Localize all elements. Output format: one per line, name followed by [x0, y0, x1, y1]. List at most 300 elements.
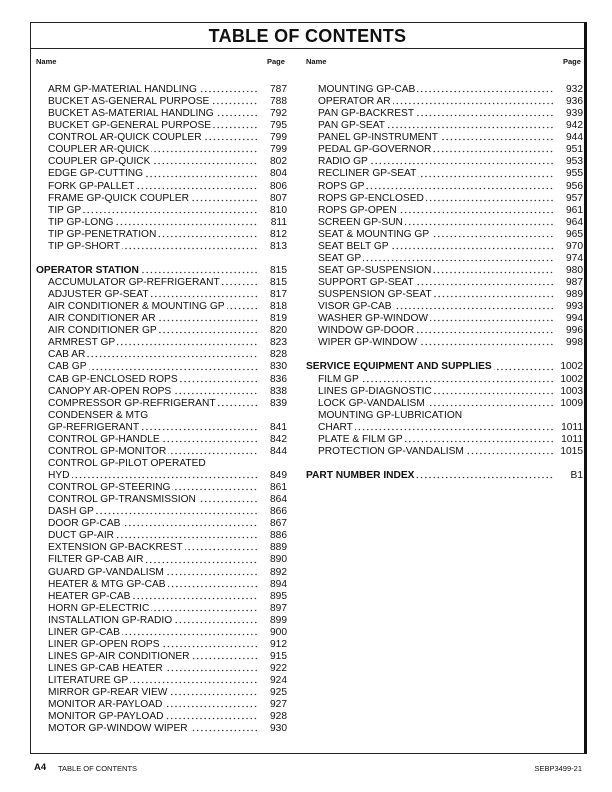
- toc-entry[interactable]: [306, 265, 583, 277]
- footer-page-id: A4: [34, 762, 47, 773]
- dot-leader: [180, 375, 258, 383]
- toc-entry[interactable]: [306, 422, 583, 434]
- toc-entry-page: 810: [270, 204, 287, 216]
- toc-entry-name: CAB GP-ENCLOSED ROPS: [48, 373, 178, 385]
- dot-leader: [198, 495, 258, 503]
- toc-entry-name: BUCKET AS-MATERIAL HANDLING: [48, 108, 214, 120]
- toc-entry-name: EDGE GP-CUTTING: [48, 168, 144, 180]
- dot-leader: [89, 363, 259, 371]
- toc-entry-name: VISOR GP-CAB: [318, 301, 392, 313]
- toc-entry-name: CONDENSER & MTG: [48, 409, 149, 421]
- toc-entry-name: ARMREST GP: [48, 337, 116, 349]
- toc-entry-name: WINDOW GP-DOOR: [318, 325, 415, 337]
- toc-entry[interactable]: [306, 277, 583, 289]
- toc-entry-name: PROTECTION GP-VANDALISM: [318, 445, 464, 457]
- toc-entry-name: WIPER GP-WINDOW: [318, 337, 418, 349]
- toc-entry[interactable]: [306, 337, 583, 349]
- toc-entry-name: BUCKET GP-GENERAL PURPOSE: [48, 120, 212, 132]
- toc-entry-name: RADIO GP: [318, 156, 368, 168]
- toc-entry-page: 993: [566, 301, 583, 313]
- toc-entry-page: 987: [566, 277, 583, 288]
- toc-entry-name: LINER GP-OPEN ROPS: [48, 638, 160, 650]
- toc-entry-page: 890: [270, 554, 287, 566]
- toc-entry-page: 867: [270, 518, 287, 530]
- dot-leader: [192, 652, 258, 660]
- dot-leader: [430, 314, 554, 322]
- toc-entry-name: SERVICE EQUIPMENT AND SUPPLIES: [306, 361, 492, 373]
- toc-entry[interactable]: [306, 374, 583, 386]
- toc-spacer: [306, 349, 583, 361]
- toc-entry-page: 1003: [560, 385, 583, 397]
- toc-entry[interactable]: [36, 530, 287, 542]
- toc-entry-name: AIR CONDITIONER & MOUNTING GP: [48, 301, 225, 313]
- toc-entry-name: LINES GP-CAB HEATER: [48, 663, 163, 674]
- toc-entry[interactable]: [36, 434, 287, 446]
- toc-entry-page: 900: [270, 626, 287, 638]
- dot-leader: [87, 350, 258, 358]
- dot-leader: [159, 326, 258, 334]
- dot-leader: [165, 664, 258, 672]
- dot-leader: [151, 290, 258, 298]
- toc-entry-name: LINER GP-CAB: [48, 626, 120, 638]
- dot-leader: [394, 302, 554, 310]
- toc-entry[interactable]: [36, 518, 287, 530]
- dot-leader: [151, 145, 258, 153]
- toc-entry[interactable]: [36, 96, 287, 108]
- toc-entry-name: OPERATOR AR: [318, 96, 391, 108]
- toc-entry-page: 965: [566, 228, 583, 240]
- toc-entry-name: FRAME GP-QUICK COUPLER: [48, 192, 189, 204]
- toc-left-column: [36, 84, 287, 735]
- toc-entry-page: 970: [566, 240, 583, 252]
- toc-entry-page: 830: [270, 361, 287, 373]
- toc-entry-name: ARM GP-MATERIAL HANDLING: [48, 84, 197, 95]
- dot-leader: [416, 278, 554, 286]
- toc-entry-name: INSTALLATION GP-RADIO: [48, 614, 173, 626]
- toc-entry-page: 895: [270, 590, 287, 602]
- toc-entry-page: 802: [270, 156, 287, 168]
- toc-entry[interactable]: [36, 482, 287, 494]
- dot-leader: [152, 157, 258, 165]
- dot-leader: [190, 724, 258, 732]
- toc-entry-page: 844: [270, 445, 287, 457]
- toc-entry-page: 961: [566, 204, 583, 216]
- toc-entry[interactable]: [306, 434, 583, 446]
- dot-leader: [393, 97, 554, 105]
- toc-entry-page: 956: [566, 180, 583, 192]
- toc-entry-page: 889: [270, 542, 287, 554]
- dot-leader: [174, 616, 258, 624]
- toc-entry[interactable]: [36, 470, 287, 482]
- toc-entry-page: 924: [270, 675, 287, 687]
- toc-entry[interactable]: [36, 651, 287, 663]
- dot-leader: [164, 700, 258, 708]
- toc-entry[interactable]: [36, 663, 287, 675]
- toc-entry-page: 955: [566, 168, 583, 180]
- toc-entry[interactable]: [36, 615, 287, 627]
- dot-leader: [158, 230, 258, 238]
- dot-leader: [355, 423, 554, 431]
- dot-leader: [211, 97, 258, 105]
- toc-entry[interactable]: [36, 193, 287, 205]
- toc-entry[interactable]: [306, 181, 583, 193]
- dot-leader: [166, 568, 258, 576]
- toc-entry[interactable]: [36, 506, 287, 518]
- toc-entry-name: LINES GP-DIAGNOSTIC: [318, 385, 432, 397]
- toc-entry-name: CONTROL GP-STEERING: [48, 482, 171, 494]
- dot-leader: [168, 580, 258, 588]
- toc-entry-name: ACCUMULATOR GP-REFRIGERANT: [48, 277, 220, 288]
- toc-entry[interactable]: [306, 120, 583, 132]
- toc-entry[interactable]: [36, 205, 287, 217]
- toc-entry-name: MONITOR GP-PAYLOAD: [48, 711, 164, 723]
- toc-entry[interactable]: [36, 313, 287, 325]
- toc-entry-name: LITERATURE GP: [48, 675, 129, 687]
- toc-entry-page: 811: [270, 216, 287, 228]
- dot-leader: [136, 182, 258, 190]
- toc-entry-name: PAN GP-BACKREST: [318, 108, 415, 120]
- toc-entry[interactable]: [36, 542, 287, 554]
- toc-entry-page: 804: [270, 168, 287, 180]
- toc-entry-page: 922: [270, 663, 287, 674]
- toc-entry-page: 964: [566, 216, 583, 228]
- toc-entry-name: CANOPY AR-OPEN ROPS: [48, 385, 172, 397]
- toc-entry-name: PANEL GP-INSTRUMENT: [318, 132, 438, 144]
- toc-entry-name: DASH GP: [48, 506, 94, 518]
- toc-entry[interactable]: [36, 494, 287, 506]
- toc-entry-page: 936: [566, 96, 583, 108]
- toc-entry-page: 823: [270, 337, 287, 349]
- toc-entry[interactable]: [36, 108, 287, 120]
- toc-entry-name: MONITOR AR-PAYLOAD: [48, 699, 163, 711]
- toc-entry-page: 866: [270, 506, 287, 518]
- toc-entry[interactable]: [306, 253, 583, 265]
- toc-entry[interactable]: [36, 603, 287, 615]
- toc-entry-page: 994: [566, 313, 583, 325]
- toc-entry-name: OPERATOR STATION: [36, 264, 139, 276]
- toc-entry-page: 897: [270, 602, 287, 614]
- toc-entry[interactable]: [36, 711, 287, 723]
- toc-entry[interactable]: [306, 301, 583, 313]
- toc-entry[interactable]: [36, 168, 287, 180]
- toc-entry[interactable]: [306, 84, 583, 96]
- dot-leader: [416, 326, 554, 334]
- toc-entry-name: CAB GP: [48, 361, 87, 373]
- toc-entry-page: 892: [270, 566, 287, 578]
- toc-entry-page: 812: [270, 228, 287, 240]
- toc-entry-page: B1: [570, 470, 583, 481]
- dot-leader: [416, 471, 554, 479]
- toc-entry[interactable]: [36, 422, 287, 434]
- toc-entry-page: 1002: [560, 373, 583, 385]
- toc-entry[interactable]: [36, 217, 287, 229]
- toc-entry[interactable]: [306, 156, 583, 168]
- toc-entry-name: CONTROL GP-PILOT OPERATED: [48, 457, 206, 469]
- right-page-header: Page: [563, 57, 581, 66]
- toc-entry[interactable]: [36, 349, 287, 361]
- toc-entry[interactable]: [36, 144, 287, 156]
- dot-leader: [366, 182, 554, 190]
- dot-leader: [361, 375, 554, 383]
- toc-entry-name: SEAT GP-SUSPENSION: [318, 264, 432, 276]
- toc-entry-name: AIR CONDITIONER AR: [48, 313, 156, 325]
- dot-leader: [218, 399, 258, 407]
- dot-leader: [213, 121, 258, 129]
- toc-entry-name: CONTROL GP-HANDLE: [48, 433, 160, 445]
- toc-entry[interactable]: [306, 410, 583, 422]
- toc-entry-page: 989: [566, 289, 583, 301]
- toc-entry[interactable]: [306, 446, 583, 458]
- dot-leader: [222, 278, 258, 286]
- dot-leader: [141, 423, 258, 431]
- toc-entry[interactable]: [36, 639, 287, 651]
- toc-entry[interactable]: [306, 217, 583, 229]
- dot-leader: [162, 435, 258, 443]
- toc-entry-page: 974: [566, 252, 583, 264]
- toc-entry-name: TIP GP: [48, 204, 82, 216]
- dot-leader: [216, 109, 258, 117]
- toc-entry-page: 806: [270, 180, 287, 192]
- toc-entry[interactable]: [36, 554, 287, 566]
- dot-leader: [173, 387, 258, 395]
- dot-leader: [122, 242, 258, 250]
- toc-entry[interactable]: [36, 386, 287, 398]
- toc-entry-name: GUARD GP-VANDALISM: [48, 566, 164, 578]
- toc-entry-page: 939: [566, 108, 583, 120]
- toc-entry-name: HORN GP-ELECTRIC: [48, 602, 150, 614]
- toc-entry[interactable]: [306, 289, 583, 301]
- toc-entry-page: 819: [270, 313, 287, 325]
- toc-entry-name: COMPRESSOR GP-REFRIGERANT: [48, 397, 216, 409]
- toc-entry-page: 815: [270, 264, 287, 276]
- dot-leader: [227, 302, 258, 310]
- toc-entry-page: 807: [270, 192, 287, 204]
- toc-entry-page: 912: [270, 638, 287, 650]
- toc-entry[interactable]: [306, 241, 583, 253]
- toc-entry-name: SUPPORT GP-SEAT: [318, 277, 414, 288]
- toc-entry-page: 815: [270, 277, 287, 288]
- toc-entry[interactable]: [36, 181, 287, 193]
- toc-section-heading[interactable]: [36, 265, 287, 277]
- toc-entry-page: 886: [270, 530, 287, 542]
- dot-leader: [158, 314, 258, 322]
- toc-entry[interactable]: [36, 374, 287, 386]
- dot-leader: [116, 531, 258, 539]
- toc-entry-page: 841: [270, 421, 287, 433]
- toc-entry[interactable]: [36, 337, 287, 349]
- toc-entry-name: ROPS GP-ENCLOSED: [318, 192, 424, 204]
- toc-entry[interactable]: [36, 675, 287, 687]
- toc-entry-page: 932: [566, 84, 583, 95]
- toc-entry[interactable]: [36, 277, 287, 289]
- toc-entry-name: MOUNTING GP-LUBRICATION: [318, 409, 463, 421]
- toc-entry-name: SUSPENSION GP-SEAT: [318, 289, 432, 301]
- toc-entry[interactable]: [36, 325, 287, 337]
- toc-entry[interactable]: [306, 96, 583, 108]
- toc-entry[interactable]: [36, 458, 287, 470]
- toc-entry-page: 944: [566, 132, 583, 144]
- toc-entry-page: 953: [566, 156, 583, 168]
- toc-entry-name: SCREEN GP-SUN: [318, 216, 403, 228]
- dot-leader: [72, 471, 258, 479]
- dot-leader: [405, 435, 554, 443]
- toc-entry-name: PART NUMBER INDEX: [306, 470, 415, 481]
- toc-entry-name: AIR CONDITIONER GP: [48, 325, 157, 337]
- toc-entry-name: DOOR GP-CAB: [48, 518, 121, 530]
- toc-entry-name: MIRROR GP-REAR VIEW: [48, 687, 168, 699]
- toc-entry-page: 849: [270, 470, 287, 481]
- toc-entry[interactable]: [36, 410, 287, 422]
- dot-leader: [145, 556, 258, 564]
- dot-leader: [418, 170, 554, 178]
- dot-leader: [433, 145, 554, 153]
- toc-entry-name: COUPLER GP-QUICK: [48, 156, 151, 168]
- toc-entry-name: EXTENSION GP-BACKREST: [48, 542, 183, 554]
- toc-section-heading[interactable]: [306, 470, 583, 482]
- toc-entry-name: ROPS GP-OPEN: [318, 204, 397, 216]
- dot-leader: [363, 254, 554, 262]
- toc-entry-page: 957: [566, 192, 583, 204]
- toc-entry-page: 925: [270, 687, 287, 699]
- toc-entry-page: 813: [270, 240, 287, 252]
- dot-leader: [419, 338, 554, 346]
- toc-entry[interactable]: [36, 84, 287, 96]
- dot-leader: [416, 109, 554, 117]
- toc-entry[interactable]: [36, 241, 287, 253]
- toc-entry[interactable]: [36, 591, 287, 603]
- toc-entry[interactable]: [36, 229, 287, 241]
- toc-entry-name: PLATE & FILM GP: [318, 433, 403, 445]
- toc-entry[interactable]: [306, 386, 583, 398]
- toc-entry-page: 894: [270, 578, 287, 590]
- toc-entry-name: COUPLER AR-QUICK: [48, 144, 150, 156]
- toc-entry-page: 792: [270, 108, 287, 120]
- toc-entry[interactable]: [36, 120, 287, 132]
- toc-entry-page: 980: [566, 264, 583, 276]
- toc-entry-name: PEDAL GP-GOVERNOR: [318, 144, 432, 156]
- dot-leader: [434, 290, 554, 298]
- toc-entry-page: 1015: [560, 445, 583, 457]
- toc-entry[interactable]: [306, 193, 583, 205]
- toc-entry-page: 899: [270, 614, 287, 626]
- toc-entry[interactable]: [36, 579, 287, 591]
- toc-entry-page: 842: [270, 433, 287, 445]
- toc-entry[interactable]: [36, 567, 287, 579]
- toc-entry[interactable]: [36, 687, 287, 699]
- toc-entry-name: CAB AR: [48, 349, 86, 361]
- toc-entry-page: 828: [270, 349, 287, 361]
- dot-leader: [115, 218, 258, 226]
- toc-entry-page: 799: [270, 144, 287, 156]
- toc-entry-name: FILTER GP-CAB AIR: [48, 554, 144, 566]
- toc-entry-name: HEATER GP-CAB: [48, 590, 131, 602]
- toc-entry-name: SEAT & MOUNTING GP: [318, 228, 430, 240]
- toc-entry-page: 942: [566, 120, 583, 132]
- toc-entry-page: 915: [270, 650, 287, 662]
- toc-entry[interactable]: [36, 156, 287, 168]
- toc-entry[interactable]: [36, 627, 287, 639]
- toc-entry-page: 861: [270, 482, 287, 494]
- toc-entry-page: 951: [566, 144, 583, 156]
- toc-entry[interactable]: [36, 446, 287, 458]
- left-page-header: Page: [267, 57, 285, 66]
- dot-leader: [440, 133, 554, 141]
- toc-entry-page: 820: [270, 325, 287, 337]
- toc-entry-name: LOCK GP-VANDALISM: [318, 397, 425, 409]
- dot-leader: [199, 85, 258, 93]
- toc-entry-name: MOUNTING GP-CAB: [318, 84, 416, 95]
- toc-entry[interactable]: [36, 699, 287, 711]
- left-name-header: Name: [36, 57, 57, 66]
- dot-leader: [434, 387, 554, 395]
- toc-entry-name: FILM GP: [318, 373, 359, 385]
- toc-entry-page: 930: [270, 723, 287, 735]
- toc-entry-name: LINES GP-AIR CONDITIONER: [48, 650, 190, 662]
- toc-entry[interactable]: [36, 301, 287, 313]
- dot-leader: [433, 266, 554, 274]
- toc-entry-page: 787: [270, 84, 287, 95]
- toc-entry-name: MOTOR GP-WINDOW WIPER: [48, 723, 188, 735]
- toc-right-column: [306, 84, 583, 482]
- toc-entry-name: DUCT GP-AIR: [48, 530, 115, 542]
- toc-entry-page: 795: [270, 120, 287, 132]
- toc-entry[interactable]: [306, 205, 583, 217]
- dot-leader: [165, 712, 258, 720]
- toc-entry-page: 839: [270, 397, 287, 409]
- toc-entry[interactable]: [36, 289, 287, 301]
- toc-entry-page: 838: [270, 385, 287, 397]
- toc-entry[interactable]: [36, 361, 287, 373]
- toc-entry-name: GP-REFRIGERANT: [48, 421, 140, 433]
- toc-entry-page: 817: [270, 289, 287, 301]
- dot-leader: [145, 170, 258, 178]
- toc-section-heading[interactable]: [306, 361, 583, 373]
- dot-leader: [399, 206, 554, 214]
- dot-leader: [204, 133, 258, 141]
- dot-leader: [391, 242, 554, 250]
- toc-entry-name: CONTROL GP-TRANSMISSION: [48, 494, 196, 506]
- dot-leader: [117, 338, 258, 346]
- toc-entry-name: PAN GP-SEAT: [318, 120, 385, 132]
- dot-leader: [426, 194, 554, 202]
- toc-entry[interactable]: [306, 325, 583, 337]
- toc-entry[interactable]: [306, 229, 583, 241]
- dot-leader: [130, 676, 258, 684]
- toc-entry-name: SEAT BELT GP: [318, 240, 389, 252]
- dot-leader: [169, 688, 258, 696]
- toc-entry[interactable]: [306, 132, 583, 144]
- toc-entry[interactable]: [36, 723, 287, 735]
- toc-entry-name: HYD: [48, 470, 70, 481]
- toc-entry[interactable]: [306, 313, 583, 325]
- toc-entry-name: CONTROL AR-QUICK COUPLER: [48, 132, 202, 144]
- toc-entry-page: 1009: [560, 397, 583, 409]
- toc-spacer: [306, 458, 583, 470]
- toc-entry-page: 864: [270, 494, 287, 506]
- toc-entry[interactable]: [306, 398, 583, 410]
- toc-entry[interactable]: [306, 144, 583, 156]
- footer-section: TABLE OF CONTENTS: [58, 764, 138, 773]
- toc-entry[interactable]: [306, 168, 583, 180]
- toc-entry[interactable]: [36, 398, 287, 410]
- dot-leader: [191, 194, 258, 202]
- toc-entry-name: BUCKET AS-GENERAL PURPOSE: [48, 96, 210, 108]
- toc-frame: [30, 22, 587, 754]
- toc-entry[interactable]: [306, 108, 583, 120]
- dot-leader: [427, 399, 554, 407]
- toc-entry-name: HEATER & MTG GP-CAB: [48, 578, 166, 590]
- toc-entry[interactable]: [36, 132, 287, 144]
